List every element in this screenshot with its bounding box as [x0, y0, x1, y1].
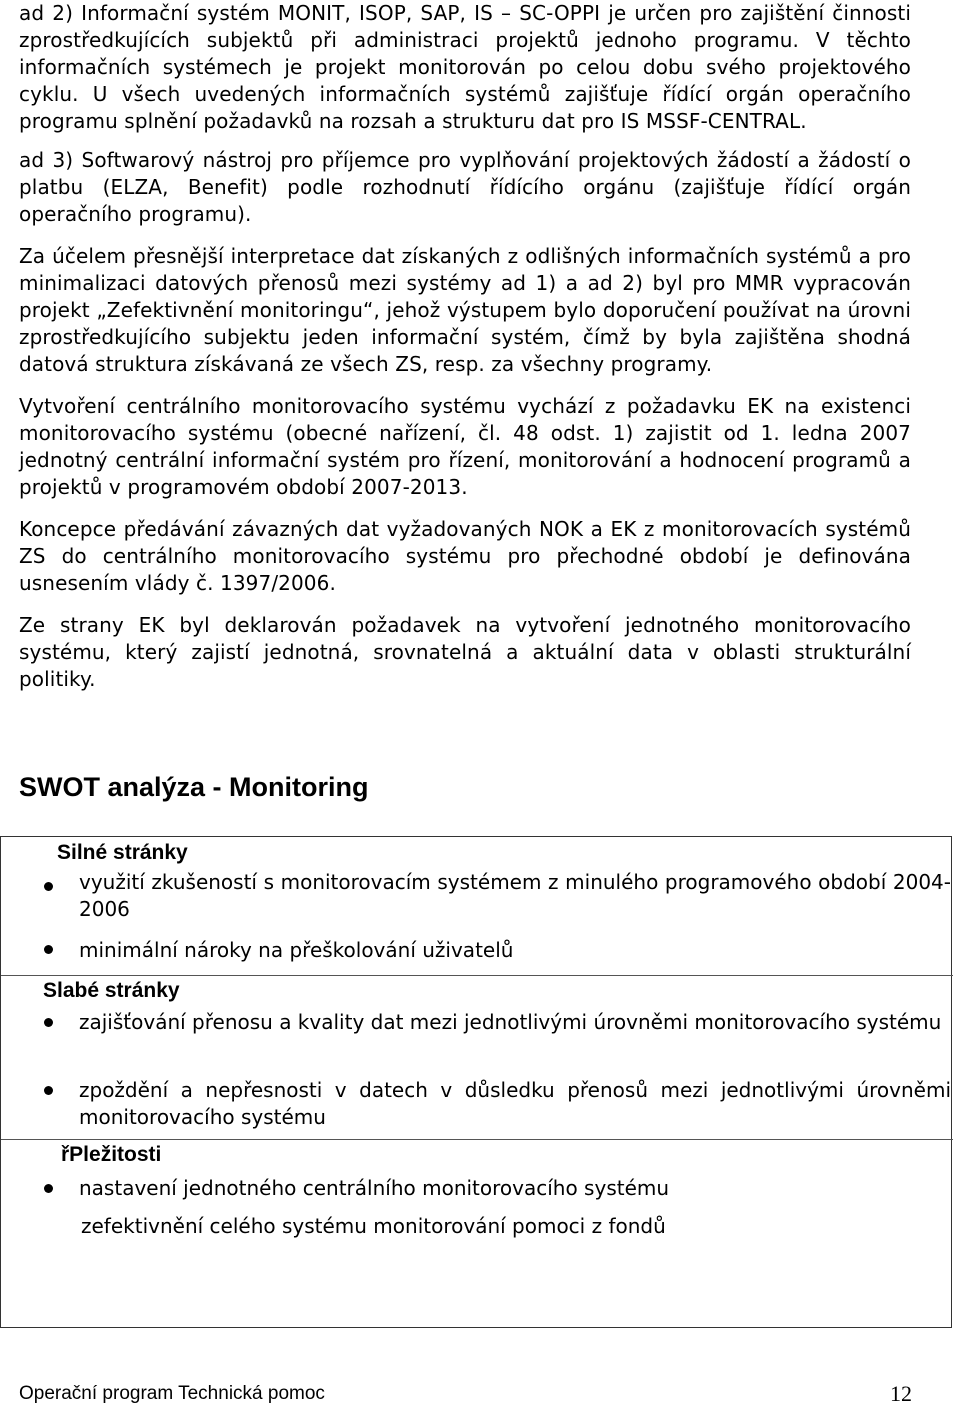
opportunity-item: zefektivnění celého systému monitorování pomoci z fondů — [81, 1214, 666, 1238]
swot-table — [0, 836, 952, 1328]
paragraph-central-system: Vytvoření centrálního monitorovacího systému vychází z požadavku EK na existenci monitorovacího systému (obecné nařízení, čl. 48 odst. 1) zajistit od 1. ledna 2007 jednotný centrální informační systém pro řízení, monitorování a hodnocení programů a projektů v programovém období 2007-2013. — [19, 394, 911, 499]
weakness-item: zajišťování přenosu a kvality dat mezi jednotlivými úrovněmi monitorovacího systému — [79, 1010, 942, 1034]
bullet-icon — [44, 945, 53, 954]
weakness-item: zpoždění a nepřesnosti v datech v důsledku přenosů mezi jednotlivými úrovněmi monitorovacího systému — [79, 1078, 951, 1129]
strength-item: minimální nároky na přeškolování uživatelů — [79, 938, 514, 962]
bullet-icon — [44, 1184, 53, 1193]
strengths-title: Silné stránky — [57, 841, 188, 864]
paragraph-interpretation: Za účelem přesnější interpretace dat získaných z odlišných informačních systémů a pro minimalizaci datových přenosů mezi systémy ad 1) a ad 2) byl pro MMR vypracován projekt „Zefektivnění monitoringu“, jehož výstupem bylo doporučení používat na úrovni zprostředkujícího subjektu jeden informační systém, čímž by byla zajištěna shodná datová struktura získávaná ze všech ZS, resp. za všechny programy. — [19, 244, 911, 376]
body-text — [19, 0, 911, 693]
swot-heading: SWOT analýza - Monitoring — [19, 772, 369, 802]
section-divider — [1, 975, 953, 976]
opportunity-item: nastavení jednotného centrálního monitorovacího systému — [79, 1176, 670, 1200]
strength-item: využití zkušeností s monitorovacím systémem z minulého programového období 2004-2006 — [79, 870, 951, 921]
opportunities-title: řPležitosti — [61, 1143, 162, 1166]
paragraph-ad3: ad 3) Softwarový nástroj pro příjemce pro vyplňování projektových žádostí a žádostí o platbu (ELZA, Benefit) podle rozhodnutí řídícího orgánu (zajišťuje řídící orgán operačního programu). — [19, 148, 911, 226]
bullet-icon — [44, 882, 53, 891]
paragraph-concept: Koncepce předávání závazných dat vyžadovaných NOK a EK z monitorovacích systémů ZS do centrálního monitorovacího systému pro přechodné období je definována usnesením vlády č. 1397/2006. — [19, 517, 911, 595]
page-number: 12 — [890, 1381, 912, 1406]
weaknesses-title: Slabé stránky — [43, 979, 180, 1002]
bullet-icon — [44, 1086, 53, 1095]
bullet-icon — [44, 1018, 53, 1027]
paragraph-ad2: ad 2) Informační systém MONIT, ISOP, SAP, IS – SC-OPPI je určen pro zajištění činnosti zprostředkujících subjektů při administraci projektů jednoho programu. V těchto informačních systémech je projekt monitorován po celou dobu svého projektového cyklu. U všech uvedených informačních systémů zajišťuje řídící orgán operačního programu splnění požadavků na rozsah a strukturu dat pro IS MSSF-CENTRAL. — [19, 1, 911, 133]
paragraph-ek-requirement: Ze strany EK byl deklarován požadavek na vytvoření jednotného monitorovacího systému, který zajistí jednotná, srovnatelná a aktuální data v oblasti strukturální politiky. — [19, 613, 911, 691]
section-divider — [1, 1139, 953, 1140]
footer-program-name: Operační program Technická pomoc — [19, 1383, 325, 1404]
